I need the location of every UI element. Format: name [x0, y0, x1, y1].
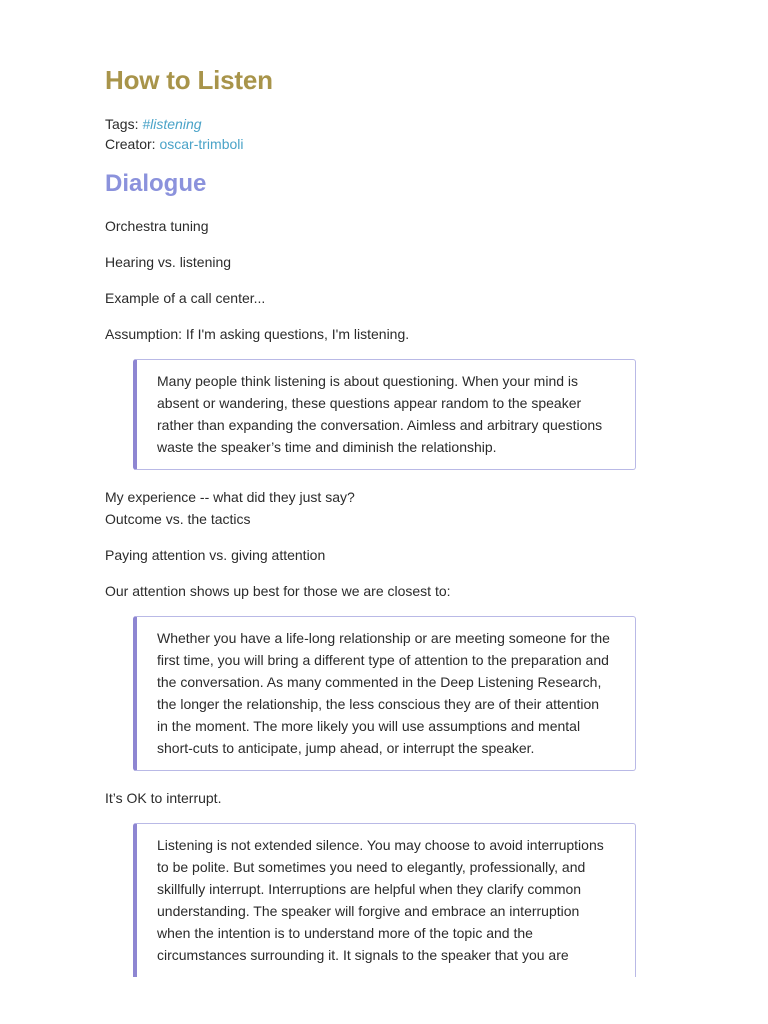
tags-row	[105, 114, 243, 134]
document-page	[105, 0, 636, 988]
quote-block: Listening is not extended silence. You may choose to avoid interruptions to be polite. But sometimes you need to elegantly, professionally, and skillfully interrupt. Interruptions are helpful when they clarify common understanding. The speaker will forgive and embrace an interruption when the intention is to understand more of the topic and the circumstances surrounding it. It signals to the speaker that you are	[133, 823, 636, 977]
paragraph: Outcome vs. the tactics	[105, 511, 251, 527]
section-heading-dialogue: Dialogue	[105, 170, 207, 197]
paragraph: Our attention shows up best for those we are closest to:	[105, 583, 451, 599]
creator-label: Creator:	[105, 136, 156, 152]
paragraph: Paying attention vs. giving attention	[105, 547, 326, 563]
quote-block: Many people think listening is about questioning. When your mind is absent or wandering, these questions appear random to the speaker rather than expanding the conversation. Aimless and arbitrary questions waste the speaker’s time and diminish the relationship.	[133, 359, 636, 470]
metadata-block	[105, 114, 243, 154]
creator-link[interactable]: oscar-trimboli	[159, 136, 244, 152]
paragraph: My experience -- what did they just say?	[105, 489, 355, 505]
tag-link-listening[interactable]: #listening	[142, 116, 202, 132]
paragraph: It’s OK to interrupt.	[105, 790, 222, 806]
creator-row	[105, 134, 243, 154]
paragraph: Orchestra tuning	[105, 218, 209, 234]
page-title: How to Listen	[105, 65, 273, 95]
paragraph: Example of a call center...	[105, 290, 266, 306]
paragraph: Hearing vs. listening	[105, 254, 232, 270]
note-body	[105, 215, 636, 977]
quote-block: Whether you have a life-long relationship or are meeting someone for the first time, you will bring a different type of attention to the preparation and the conversation. As many commented in the Deep Listening Research, the longer the relationship, the less conscious they are of their attention in the moment. The more likely you will use assumptions and mental short-cuts to anticipate, jump ahead, or interrupt the speaker.	[133, 616, 636, 771]
tags-label: Tags:	[105, 116, 139, 132]
paragraph: Assumption: If I'm asking questions, I'm listening.	[105, 326, 410, 342]
